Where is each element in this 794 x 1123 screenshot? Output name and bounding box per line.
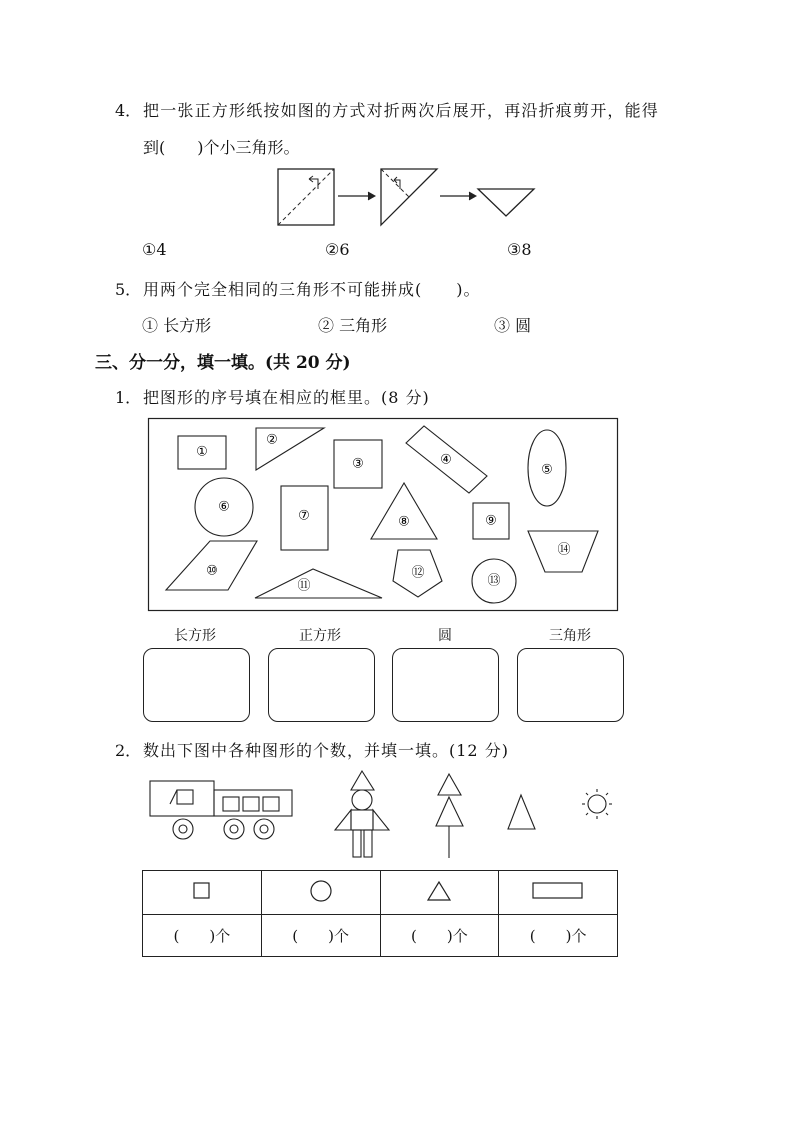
q4-option-3: ③8 (507, 240, 532, 259)
q5-number: 5． (115, 280, 142, 299)
table-header-cell (261, 871, 380, 915)
shape-label: ③ (352, 456, 364, 472)
shape-label: ⑬ (487, 573, 501, 589)
s3q2-number: 2． (115, 741, 142, 760)
table-header-cell (380, 871, 499, 915)
answer-cell[interactable]: ( )个 (380, 915, 499, 957)
category-label-triangle: 三角形 (549, 628, 591, 644)
table-header-cell (499, 871, 618, 915)
category-label-square: 正方形 (299, 628, 341, 644)
q5-text: 用两个完全相同的三角形不可能拼成( )。 (143, 280, 481, 299)
table-header-cell (143, 871, 262, 915)
q4-option-2: ②6 (325, 240, 350, 259)
q4-text-line2: 到( )个小三角形。 (143, 138, 300, 157)
fold-diagram (270, 165, 540, 230)
arrow-right-icon (440, 192, 476, 200)
arrow-right-icon (338, 192, 375, 200)
shape-label: ⑧ (398, 514, 410, 530)
answer-cell[interactable]: ( )个 (143, 915, 262, 957)
shape-8-triangle (371, 483, 437, 539)
robot-drawing (335, 771, 389, 857)
composite-picture (145, 770, 625, 862)
shape-label: ⑭ (557, 542, 571, 558)
fold-triangle-large (381, 169, 437, 225)
tree-drawing (436, 774, 463, 858)
shape-label: ⑦ (298, 508, 310, 524)
section3-title: 三、分一分，填一填。(共 20 分) (95, 353, 351, 373)
category-label-circle: 圆 (438, 628, 452, 644)
q5-option-1: ① 长方形 (142, 316, 212, 335)
answer-box-rectangle[interactable] (143, 648, 250, 722)
shape-label: ① (196, 444, 208, 460)
q5-option-3: ③ 圆 (494, 316, 532, 335)
shape-label: ⑤ (541, 462, 553, 478)
q4-number: 4． (115, 101, 142, 120)
q4-text-line1: 把一张正方形纸按如图的方式对折两次后展开，再沿折痕剪开，能得 (143, 101, 660, 120)
answer-cell[interactable]: ( )个 (499, 915, 618, 957)
circle-icon (311, 881, 331, 901)
triangle-icon (428, 882, 450, 900)
shape-label: ⑥ (218, 499, 230, 515)
shape-label: ⑨ (485, 513, 497, 529)
truck-drawing (150, 781, 292, 839)
s3q1-text: 把图形的序号填在相应的框里。(8 分) (143, 388, 430, 407)
fold-square (278, 169, 334, 225)
square-icon (194, 883, 209, 898)
answer-box-square[interactable] (268, 648, 375, 722)
category-label-rectangle: 长方形 (174, 628, 216, 644)
answer-cell[interactable]: ( )个 (261, 915, 380, 957)
q5-option-2: ② 三角形 (318, 316, 388, 335)
count-table (142, 870, 618, 957)
shape-label: ⑩ (206, 563, 218, 579)
shape-collection (148, 418, 618, 611)
sun-icon (582, 789, 612, 819)
rectangle-icon (533, 883, 582, 898)
s3q2-text: 数出下图中各种图形的个数，并填一填。(12 分) (143, 741, 509, 760)
answer-box-triangle[interactable] (517, 648, 624, 722)
shape-label: ② (266, 432, 278, 448)
shape-11-triangle (255, 569, 382, 598)
answer-box-circle[interactable] (392, 648, 499, 722)
triangle-drawing (508, 795, 535, 829)
fold-triangle-small (478, 189, 534, 216)
shape-label: ⑫ (411, 565, 425, 581)
s3q1-number: 1． (115, 388, 142, 407)
shape-label: ④ (440, 452, 452, 468)
q4-option-1: ①4 (142, 240, 167, 259)
shape-label: ⑪ (297, 578, 311, 594)
